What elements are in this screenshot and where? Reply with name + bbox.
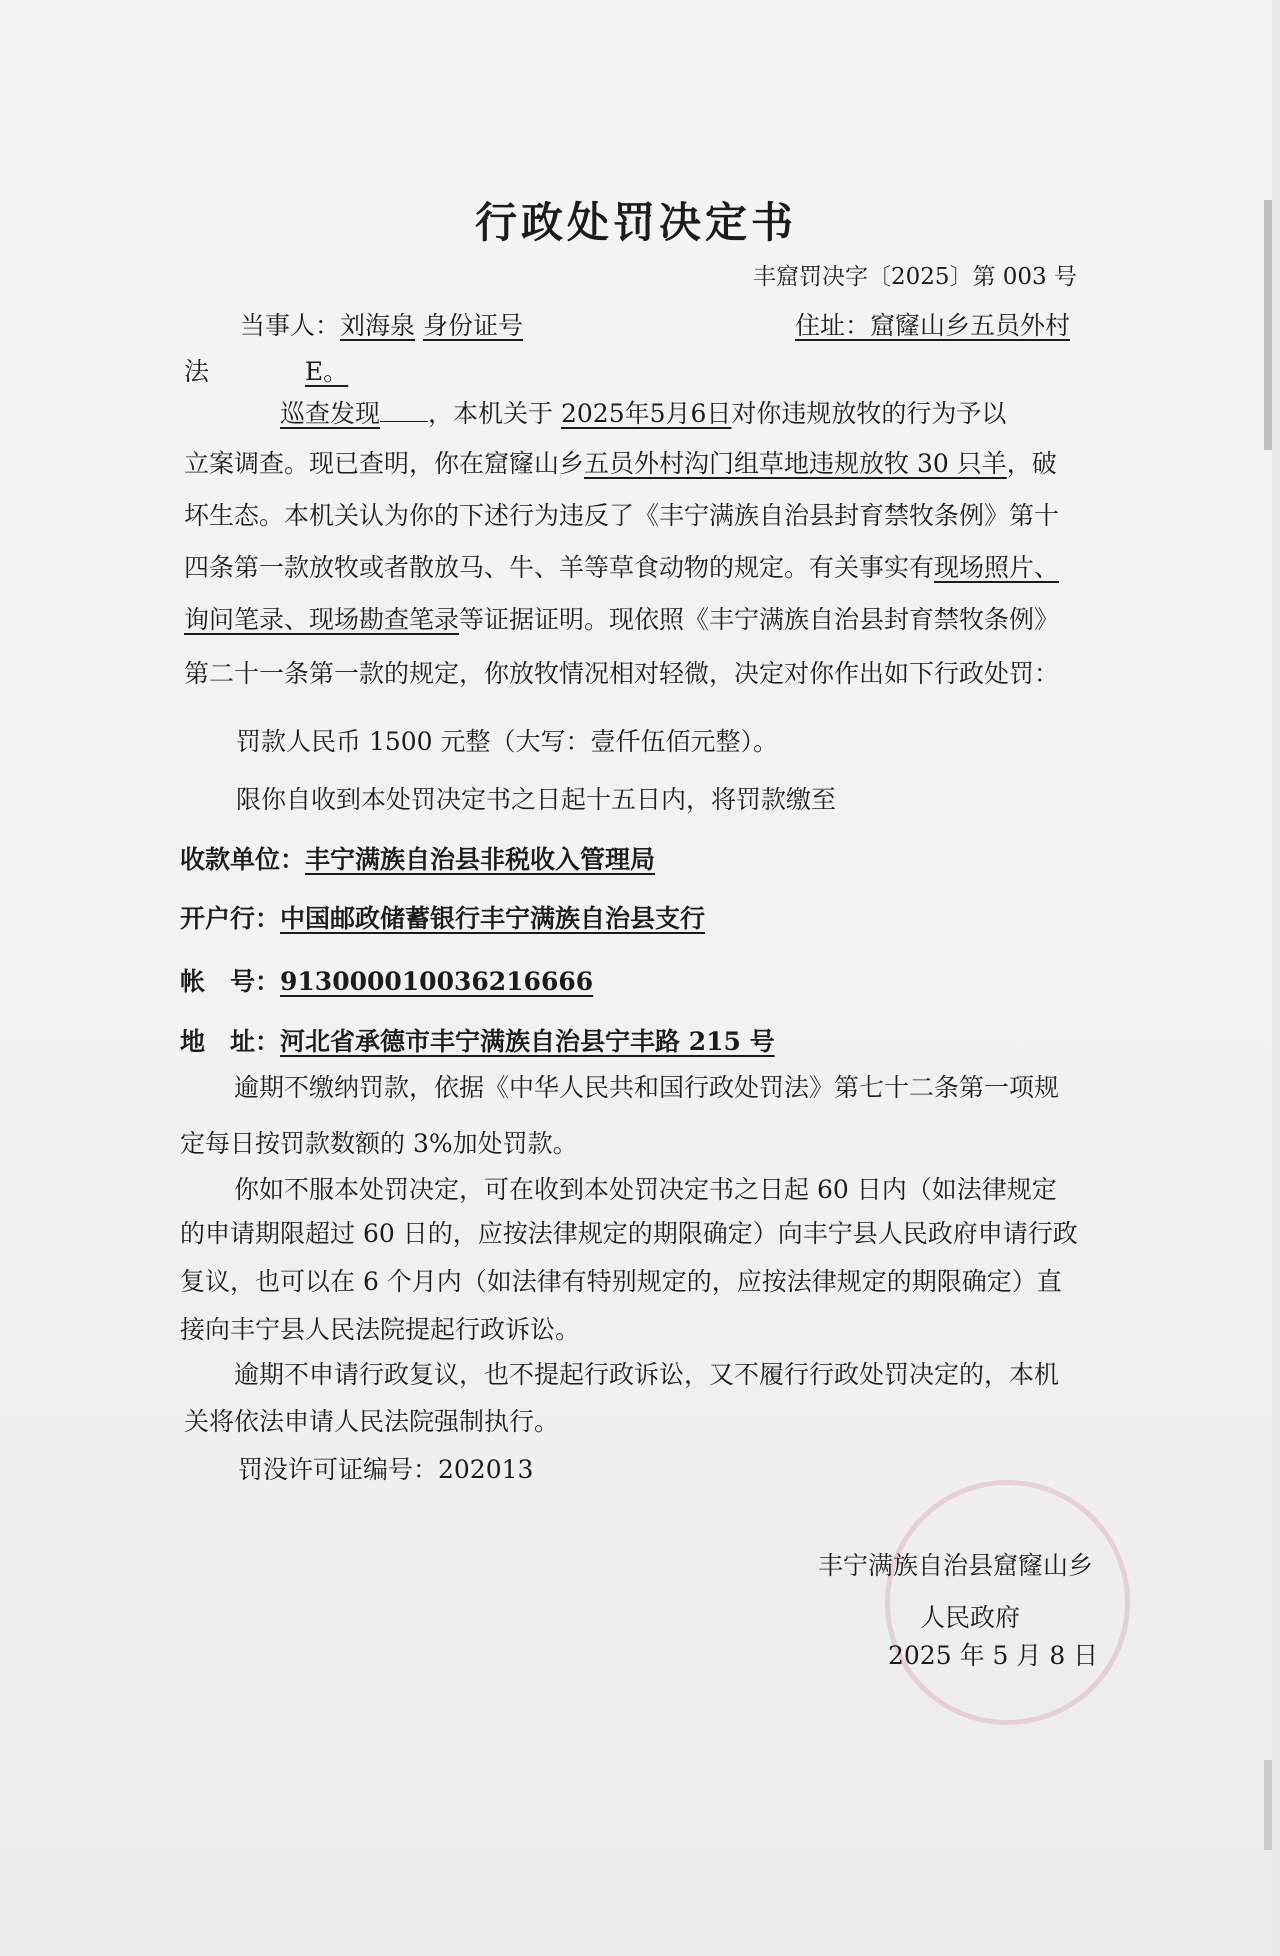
signature-org-line1: 丰宁满族自治县窟窿山乡 (818, 1551, 1094, 1580)
fine-line: 罚款人民币 1500 元整（大写：壹仟伍佰元整）。 (236, 727, 779, 756)
paragraph-line: 逾期不申请行政复议，也不提起行政诉讼，又不履行行政处罚决定的，本机 (234, 1360, 1060, 1389)
paragraph-line: 逾期不缴纳罚款，依据《中华人民共和国行政处罚法》第七十二条第一项规 (234, 1073, 1060, 1102)
violation-location: 五员外村沟门组草地违规放牧 30 只羊 (584, 449, 1007, 478)
party-line (240, 306, 523, 342)
party-name: 刘海泉 (340, 311, 416, 340)
body-line-2: 立案调查。现已查明，你在窟窿山乡五员外村沟门组草地违规放牧 30 只羊，破 (184, 449, 1057, 478)
document-title: 行政处罚决定书 (474, 198, 797, 247)
paragraph-line: 关将依法申请人民法院强制执行。 (184, 1407, 560, 1436)
payee-field: 收款单位：丰宁满族自治县非税收入管理局 (180, 845, 656, 874)
account-field: 帐 号：913000010036216666 (180, 967, 594, 996)
page-edge-shadow-lower (1264, 1760, 1272, 1850)
evidence-2: 询问笔录、现场勘查笔录 (184, 605, 460, 634)
address-field: 地 址：河北省承德市丰宁满族自治县宁丰路 215 号 (180, 1027, 775, 1056)
party-line2-right: E。 (304, 357, 349, 386)
party-address: 住址：窟窿山乡五员外村 (795, 311, 1071, 340)
body-lead: 巡查发现 (280, 399, 381, 428)
paragraph-line: 复议，也可以在 6 个月内（如法律有特别规定的，应按法律规定的期限确定）直 (180, 1267, 1062, 1296)
paragraph-line: 的申请期限超过 60 日的，应按法律规定的期限确定）向丰宁县人民政府申请行政 (180, 1219, 1078, 1248)
case-date: 2025年5月6日 (560, 399, 732, 428)
signature-date: 2025 年 5 月 8 日 (888, 1641, 1099, 1670)
body-line-3: 坏生态。本机关认为你的下述行为违反了《丰宁满族自治县封育禁牧条例》第十 (184, 501, 1060, 530)
permit-number: 罚没许可证编号：202013 (238, 1455, 534, 1484)
paragraph-line: 你如不服本处罚决定，可在收到本处罚决定书之日起 60 日内（如法律规定 (234, 1175, 1057, 1204)
deadline-line: 限你自收到本处罚决定书之日起十五日内，将罚款缴至 (236, 785, 837, 814)
paragraph-line: 定每日按罚款数额的 3%加处罚款。 (180, 1129, 578, 1158)
bank-field: 开户行：中国邮政储蓄银行丰宁满族自治县支行 (180, 904, 706, 933)
account-value: 913000010036216666 (280, 967, 594, 996)
body-line-4: 四条第一款放牧或者散放马、牛、羊等草食动物的规定。有关事实有现场照片、 (184, 553, 1060, 582)
party-label: 当事人： (240, 311, 341, 340)
address-value: 河北省承德市丰宁满族自治县宁丰路 215 号 (280, 1027, 775, 1056)
document-number: 丰窟罚决字〔2025〕第 003 号 (752, 264, 1077, 290)
body-line-1: 巡查发现 ，本机关于 2025年5月6日对你违规放牧的行为予以 (280, 399, 1007, 428)
payee-value: 丰宁满族自治县非税收入管理局 (305, 845, 656, 874)
party-id-label: 身份证号 (422, 311, 523, 340)
party-line2-left: 法 (184, 357, 210, 386)
evidence-1: 现场照片、 (934, 553, 1060, 582)
body-line-5: 询问笔录、现场勘查笔录等证据证明。现依照《丰宁满族自治县封育禁牧条例》 (184, 605, 1060, 634)
paragraph-line: 接向丰宁县人民法院提起行政诉讼。 (180, 1315, 581, 1344)
signature-org-line2: 人民政府 (920, 1603, 1021, 1632)
body-line-6: 第二十一条第一款的规定，你放牧情况相对轻微，决定对你作出如下行政处罚： (184, 659, 1060, 688)
party-line-2 (184, 352, 348, 388)
bank-value: 中国邮政储蓄银行丰宁满族自治县支行 (280, 904, 706, 933)
